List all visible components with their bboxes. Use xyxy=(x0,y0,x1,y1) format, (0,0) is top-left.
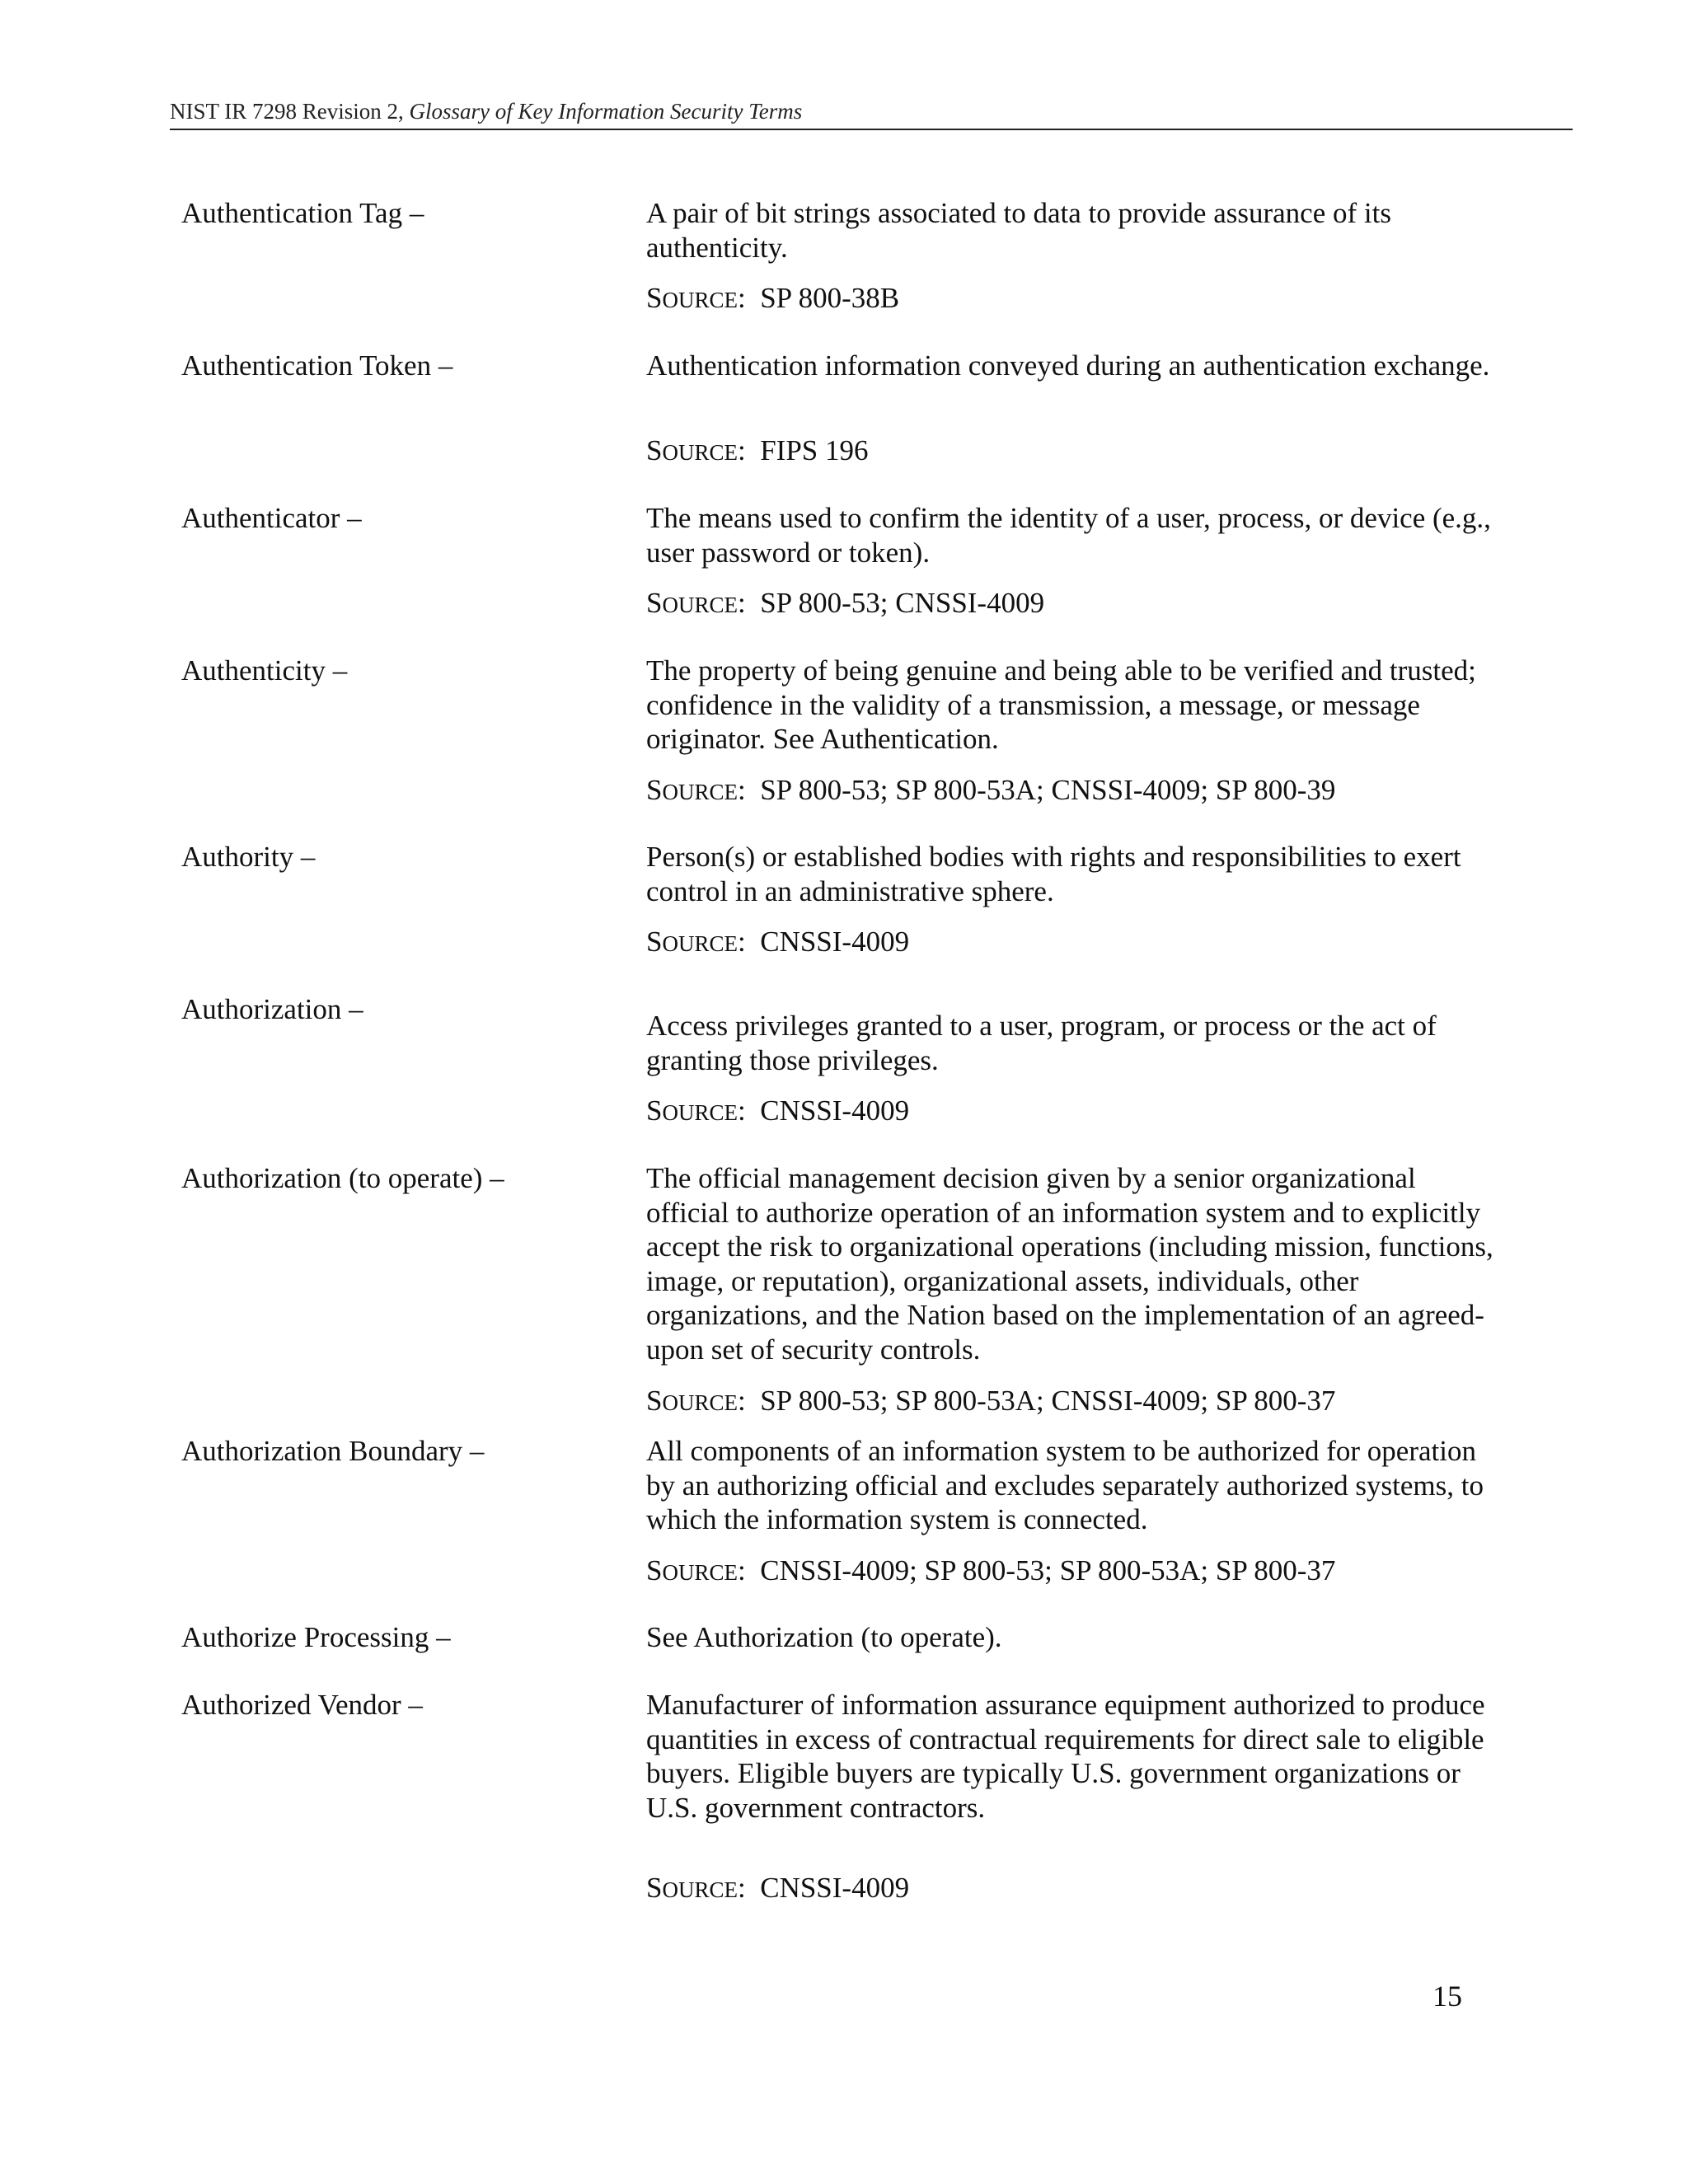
header-title: Glossary of Key Information Security Terms xyxy=(409,99,803,124)
source-value: SP 800-53; SP 800-53A; CNSSI-4009; SP 800-37 xyxy=(760,1385,1336,1417)
source-value: CNSSI-4009 xyxy=(760,1872,910,1904)
glossary-source: SOURCE: SP 800-53; SP 800-53A; CNSSI-4009; SP 800-37 xyxy=(646,1385,1336,1417)
glossary-term: Authenticity – xyxy=(181,654,348,687)
glossary-definition: A pair of bit strings associated to data to provide assurance of its authenticity. xyxy=(646,197,1391,264)
glossary-source: SOURCE: SP 800-53; CNSSI-4009 xyxy=(646,587,1045,619)
glossary-term: Authorization – xyxy=(181,993,363,1025)
header-rule xyxy=(170,129,1573,130)
glossary-definition: The official management decision given by a senior organizational official to authorize operation of an information system and to explicitly accept the risk to organizational operations (including mission, functions, image, or reputation), organizational assets, individuals, other organizations, and the Nation based on the implementation of an agreed-upon set of security controls. xyxy=(646,1162,1493,1366)
glossary-definition: The means used to confirm the identity of a user, process, or device (e.g., user password or token). xyxy=(646,502,1491,569)
running-header xyxy=(170,97,1571,125)
glossary-source: SOURCE: SP 800-38B xyxy=(646,282,900,314)
glossary-term: Authorize Processing – xyxy=(181,1621,451,1653)
source-value: SP 800-53; CNSSI-4009 xyxy=(760,587,1045,619)
glossary-definition: Access privileges granted to a user, program, or process or the act of granting those privileges. xyxy=(646,1010,1437,1076)
glossary-definition: The property of being genuine and being able to be verified and trusted; confidence in the validity of a transmission, a message, or message originator. See Authentication. xyxy=(646,654,1476,755)
glossary-definition: All components of an information system to be authorized for operation by an authorizing official and excludes separately authorized systems, to which the information system is connected. xyxy=(646,1435,1484,1535)
source-value: CNSSI-4009 xyxy=(760,926,910,958)
glossary-term: Authorization Boundary – xyxy=(181,1435,485,1467)
glossary-definition: See Authorization (to operate). xyxy=(646,1621,1002,1653)
glossary-term: Authenticator – xyxy=(181,502,362,534)
glossary-source: SOURCE: CNSSI-4009 xyxy=(646,1872,910,1904)
header-doc-id: NIST IR 7298 Revision 2, xyxy=(170,99,410,124)
glossary-source: SOURCE: CNSSI-4009 xyxy=(646,926,910,958)
glossary-definition: Person(s) or established bodies with rights and responsibilities to exert control in an administrative sphere. xyxy=(646,841,1461,907)
glossary-term: Authorization (to operate) – xyxy=(181,1162,504,1194)
glossary-definition: Manufacturer of information assurance equipment authorized to produce quantities in excess of contractual requirements for direct sale to eligible buyers. Eligible buyers are typically U.S. government organizations or U.S. government contractors. xyxy=(646,1689,1485,1824)
glossary-source: SOURCE: SP 800-53; SP 800-53A; CNSSI-4009; SP 800-39 xyxy=(646,774,1336,806)
glossary-term: Authority – xyxy=(181,841,316,873)
source-value: SP 800-53; SP 800-53A; CNSSI-4009; SP 800-39 xyxy=(760,774,1336,806)
source-value: FIPS 196 xyxy=(760,434,869,466)
glossary-source: SOURCE: CNSSI-4009; SP 800-53; SP 800-53A; SP 800-37 xyxy=(646,1554,1336,1586)
glossary-term: Authentication Token – xyxy=(181,349,453,382)
glossary-source: SOURCE: CNSSI-4009 xyxy=(646,1094,910,1127)
glossary-term: Authentication Tag – xyxy=(181,197,424,229)
glossary-source: SOURCE: FIPS 196 xyxy=(646,434,869,466)
source-value: CNSSI-4009 xyxy=(760,1094,910,1127)
source-value: CNSSI-4009; SP 800-53; SP 800-53A; SP 800-37 xyxy=(760,1554,1336,1586)
page-number: 15 xyxy=(1432,1980,1462,2013)
glossary-term: Authorized Vendor – xyxy=(181,1689,423,1721)
source-value: SP 800-38B xyxy=(760,282,900,314)
glossary-definition: Authentication information conveyed during an authentication exchange. xyxy=(646,349,1490,382)
